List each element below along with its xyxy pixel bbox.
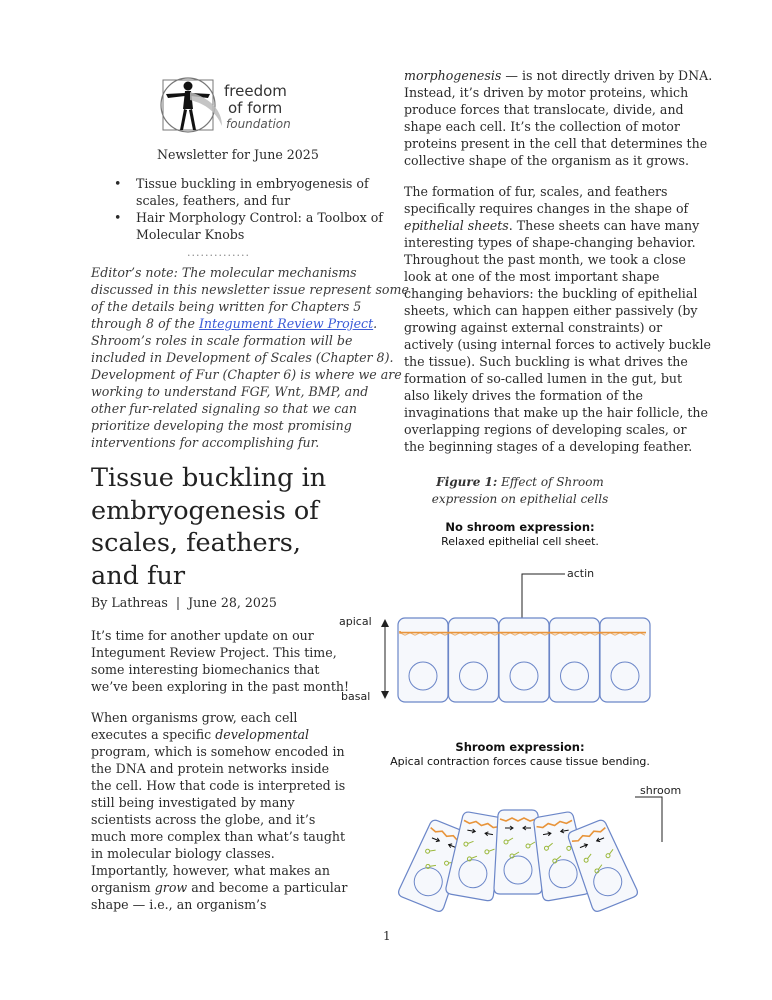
logo-line-3: foundation xyxy=(226,117,291,131)
integument-review-link[interactable]: Integument Review Project xyxy=(198,316,374,331)
panel1-subtitle: Relaxed epithelial cell sheet. xyxy=(441,535,599,548)
byline: By Lathreas | June 28, 2025 xyxy=(91,595,277,610)
toc-item: • Hair Morphology Control: a Toolbox of Molecular Knobs xyxy=(114,210,383,242)
figure-caption: Figure 1: Effect of Shroom expression on epithelial cells xyxy=(431,475,609,506)
editor-note: Editor’s note: The molecular mechanisms discussed in this newsletter issue represent some of the details being written for Chapters 5 through 8 of the Integument Review Project. Shroom’s roles in scale formation will be included in Development of Scales (Chapter 8). Development of Fur (Chapter 6) is where we are working to understand FGF, Wnt, BMP, and other fur-related signaling so that we can prioritize developing the most promising interventions for accomplishing fur. xyxy=(91,265,409,450)
basal-label: basal xyxy=(341,690,371,703)
col2-paragraph-1: morphogenesis — is not directly driven by DNA. Instead, it’s driven by motor proteins, which produce forces that translocate, divide, and shape each cell. It’s the collection of motor proteins present in the cell that determines the collective shape of the organism as it grows. xyxy=(404,68,713,168)
vitruvian-figure-icon xyxy=(160,74,224,136)
logo xyxy=(160,74,310,136)
newsletter-title: Newsletter for June 2025 xyxy=(157,147,319,162)
shroom-label: shroom xyxy=(640,784,682,797)
relaxed-cell-sheet-diagram xyxy=(355,565,685,705)
panel2-title: Shroom expression: xyxy=(455,740,585,754)
epithelial-cell xyxy=(449,618,499,702)
apical-label: apical xyxy=(339,615,372,628)
bullet-icon: • xyxy=(114,210,122,225)
epithelial-cell xyxy=(499,618,549,702)
actin-label: actin xyxy=(567,567,595,580)
toc-item: • Tissue buckling in embryogenesis of scales, feathers, and fur xyxy=(114,176,369,208)
bent-cell-sheet-diagram xyxy=(390,780,690,920)
shroom-pointer xyxy=(635,797,662,842)
col2-paragraph-2: The formation of fur, scales, and feathers specifically requires changes in the shape of epithelial sheets. These sheets can have many interesting types of shape-changing behavior. Throughout the past month, we took a close look at one of the most important shape changing behaviors: the buckling of epithelial sheets, which can happen either passively (by growing against external constraints) or actively (using internal forces to actively buckle the tissue). Such buckling is what drives the formation of so-called lumen in the gut, but also likely drives the formation of the invaginations that make up the hair follicle, the overlapping regions of developing scales, or the beginning stages of a developing feather. xyxy=(404,184,711,454)
intro-paragraph: It’s time for another update on our Integument Review Project. This time, some interesting biomechanics that we’ve been exploring in the past month! xyxy=(91,628,350,694)
article-title: Tissue buckling in embryogenesis of scales, feathers, and fur xyxy=(91,463,327,591)
page-number: 1 xyxy=(383,929,391,943)
panel2-subtitle: Apical contraction forces cause tissue bending. xyxy=(390,755,650,768)
bullet-icon: • xyxy=(114,176,122,191)
epithelial-cell xyxy=(600,618,650,702)
toc-list xyxy=(112,175,383,243)
epithelial-cell xyxy=(398,618,448,702)
logo-line-2: of form xyxy=(228,99,283,117)
panel1-title: No shroom expression: xyxy=(445,520,595,534)
logo-line-1: freedom xyxy=(224,82,287,100)
epithelial-cell xyxy=(550,618,600,702)
separator: .............. xyxy=(187,246,250,259)
body-paragraph: When organisms grow, each cell executes a specific developmental program, which is somehow encoded in the DNA and protein networks inside the cell. How that code is interpreted is still being investigated by many scientists across the globe, and it’s much more complex than what’s taught in molecular biology classes. Importantly, however, what makes an organism grow and become a particular shape — i.e., an organism’s xyxy=(91,710,348,912)
